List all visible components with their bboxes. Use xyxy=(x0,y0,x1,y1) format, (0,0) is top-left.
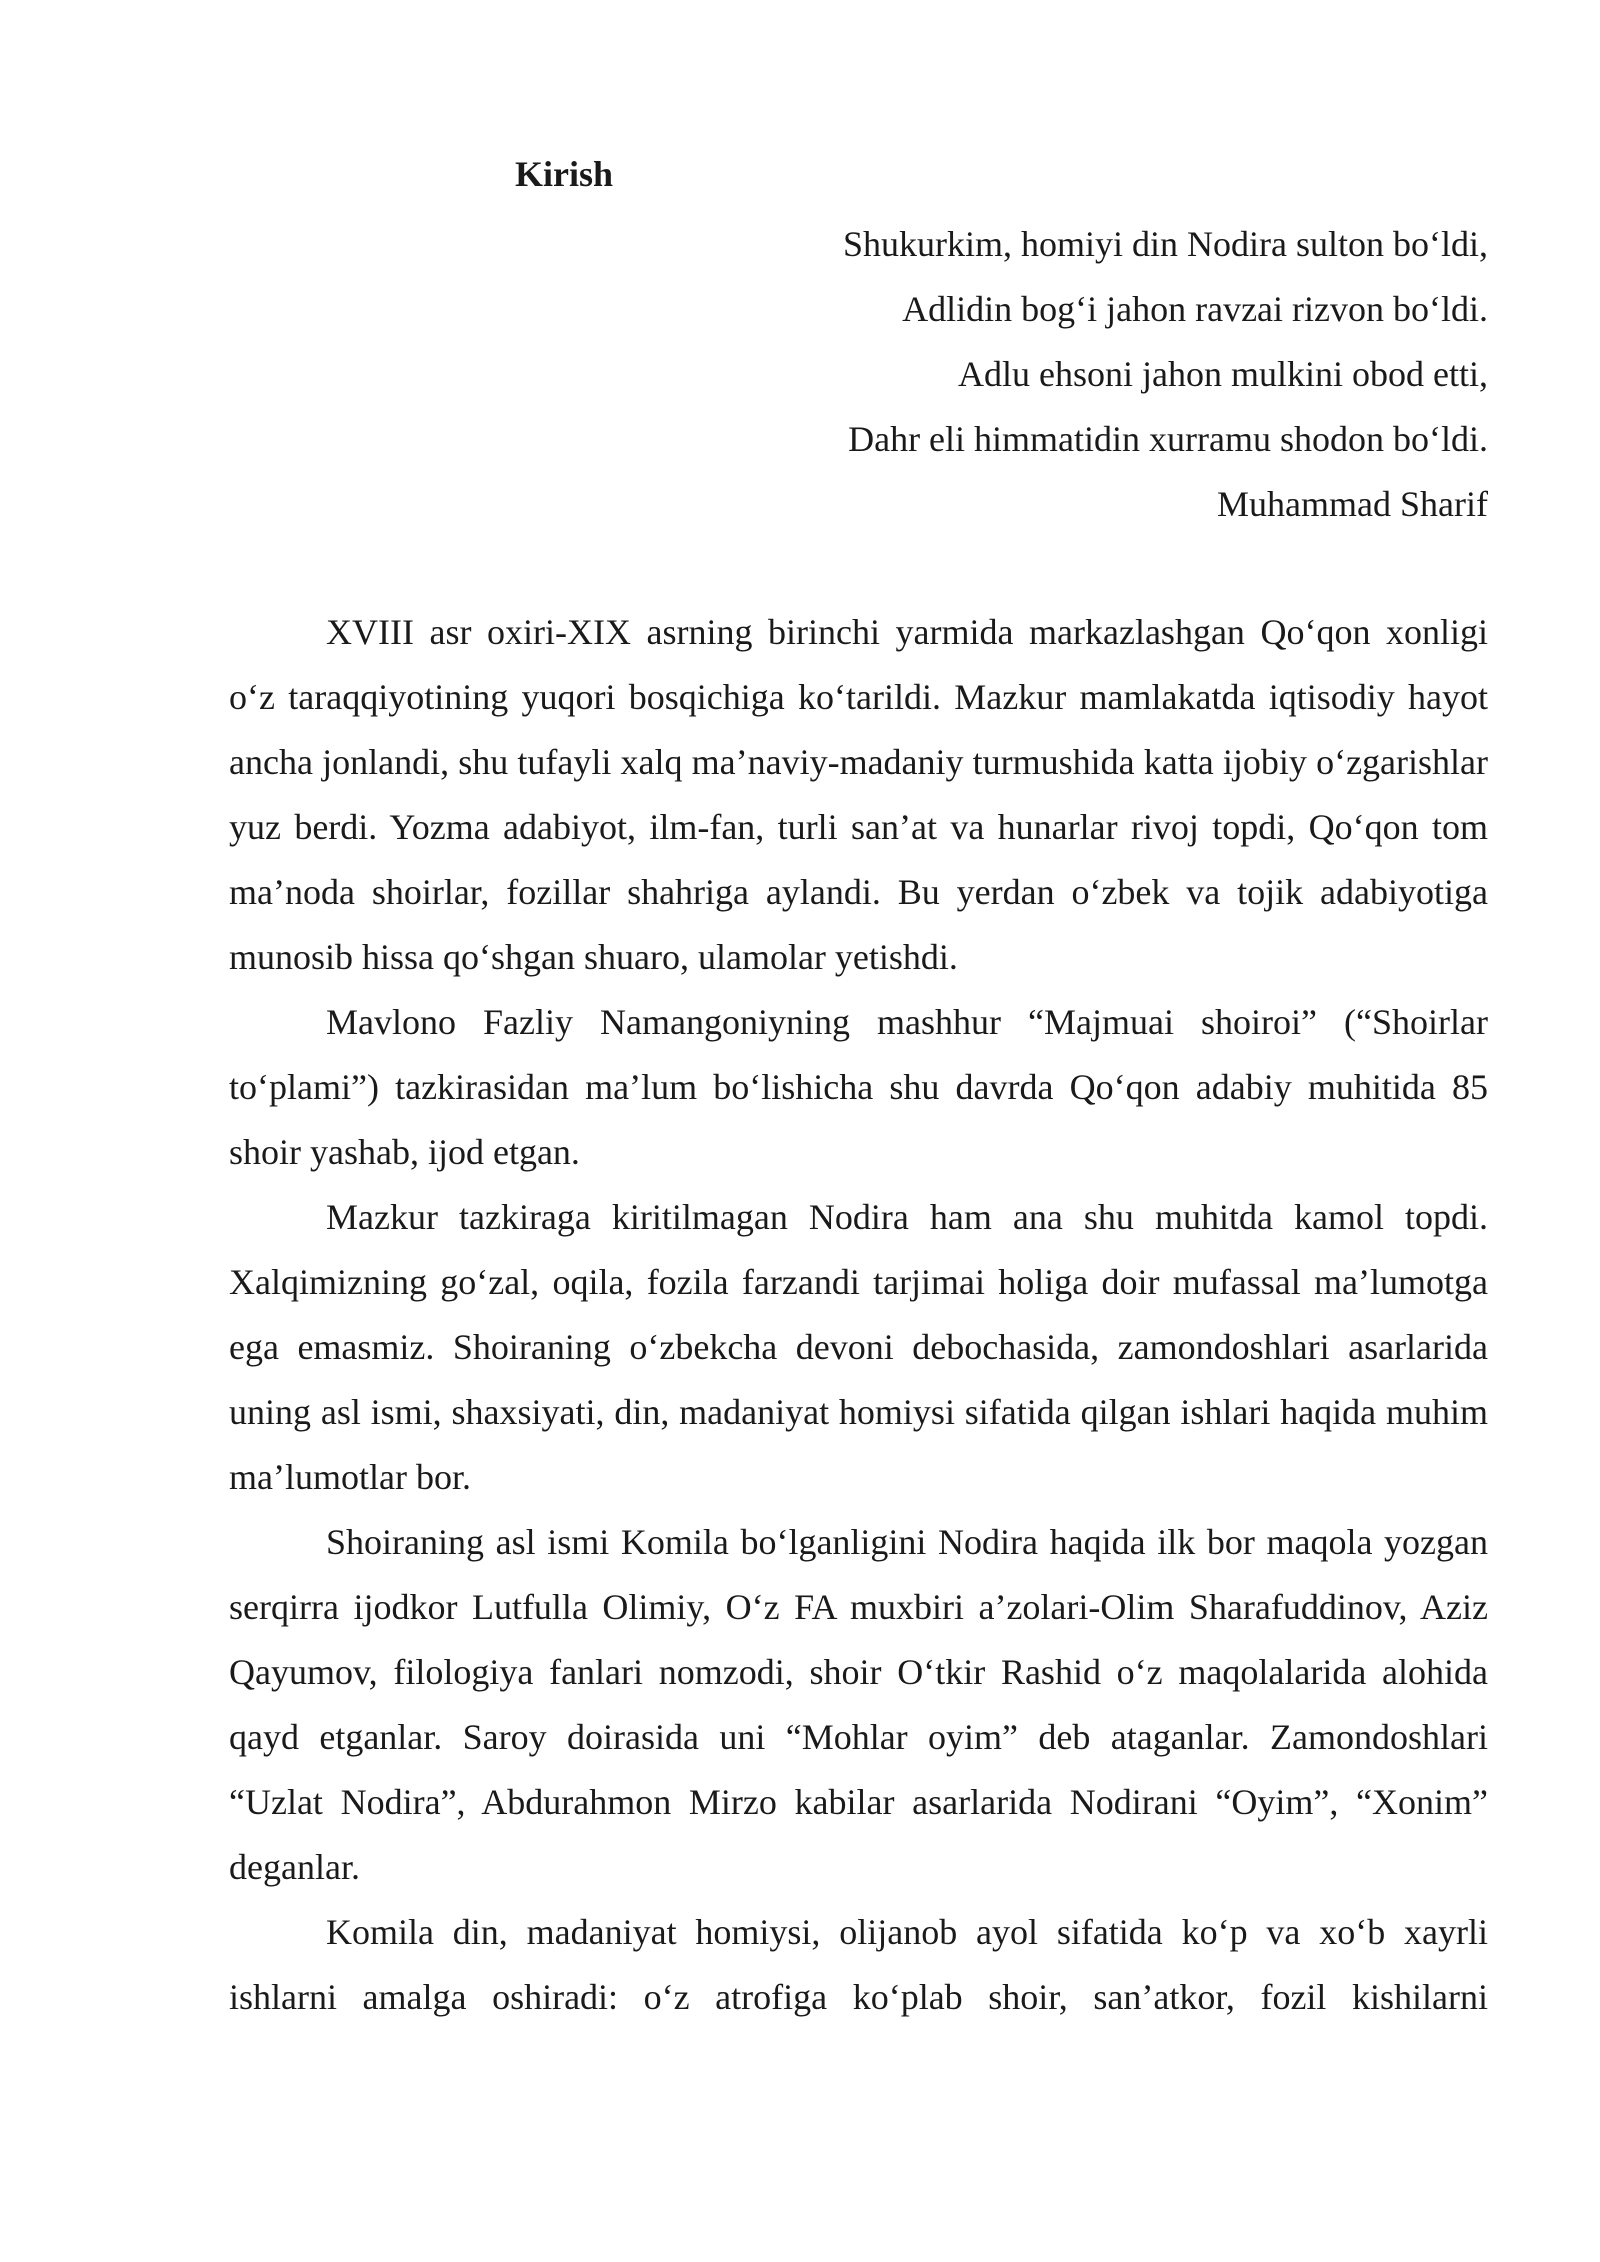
paragraph: Shoiraning asl ismi Komila bo‘lganligini Nodira haqida ilk bor maqola yozgan serqirra ijodkor Lutfulla Olimiy, O‘z FA muxbiri a’zolari-Olim Sharafuddinov, Aziz Qayumov, filologiya fanlari nomzodi, shoir O‘tkir Rashid o‘z maqolalarida alohida qayd etganlar. Saroy doirasida uni “Mohlar oyim” deb ataganlar. Zamondoshlari “Uzlat Nodira”, Abdurahmon Mirzo kabilar asarlarida Nodirani “Oyim”, “Xonim” deganlar. xyxy=(229,1522,1488,1887)
epigraph xyxy=(588,212,1488,537)
epigraph-line: Adlu ehsoni jahon mulkini obod etti, xyxy=(958,354,1488,394)
body-text xyxy=(229,600,1488,2030)
epigraph-author: Muhammad Sharif xyxy=(1217,484,1488,524)
epigraph-line: Dahr eli himmatidin xurramu shodon bo‘ldi. xyxy=(848,419,1488,459)
epigraph-line: Shukurkim, homiyi din Nodira sulton bo‘ldi, xyxy=(843,224,1488,264)
paragraph: Mavlono Fazliy Namangoniyning mashhur “Majmuai shoiroi” (“Shoirlar to‘plami”) tazkirasidan ma’lum bo‘lishicha shu davrda Qo‘qon adabiy muhitida 85 shoir yashab, ijod etgan. xyxy=(229,1002,1488,1172)
paragraph: Mazkur tazkiraga kiritilmagan Nodira ham ana shu muhitda kamol topdi. Xalqimizning go‘zal, oqila, fozila farzandi tarjimai holiga doir mufassal ma’lumotga ega emasmiz. Shoiraning o‘zbekcha devoni debochasida, zamondoshlari asarlarida uning asl ismi, shaxsiyati, din, madaniyat homiysi sifatida qilgan ishlari haqida muhim ma’lumotlar bor. xyxy=(229,1197,1488,1497)
paragraph: Komila din, madaniyat homiysi, olijanob ayol sifatida ko‘p va xo‘b xayrli ishlarni amalga oshiradi: o‘z atrofiga ko‘plab shoir, san’atkor, fozil kishilarni xyxy=(229,1912,1488,2017)
page-title: Kirish xyxy=(515,154,614,194)
epigraph-line: Adlidin bog‘i jahon ravzai rizvon bo‘ldi. xyxy=(902,289,1488,329)
paragraph: XVIII asr oxiri-XIX asrning birinchi yarmida markazlashgan Qo‘qon xonligi o‘z taraqqiyotining yuqori bosqichiga ko‘tarildi. Mazkur mamlakatda iqtisodiy hayot ancha jonlandi, shu tufayli xalq ma’naviy-madaniy turmushida katta ijobiy o‘zgarishlar yuz berdi. Yozma adabiyot, ilm-fan, turli san’at va hunarlar rivoj topdi, Qo‘qon tom ma’noda shoirlar, fozillar shahriga aylandi. Bu yerdan o‘zbek va tojik adabiyotiga munosib hissa qo‘shgan shuaro, ulamolar yetishdi. xyxy=(229,612,1488,977)
